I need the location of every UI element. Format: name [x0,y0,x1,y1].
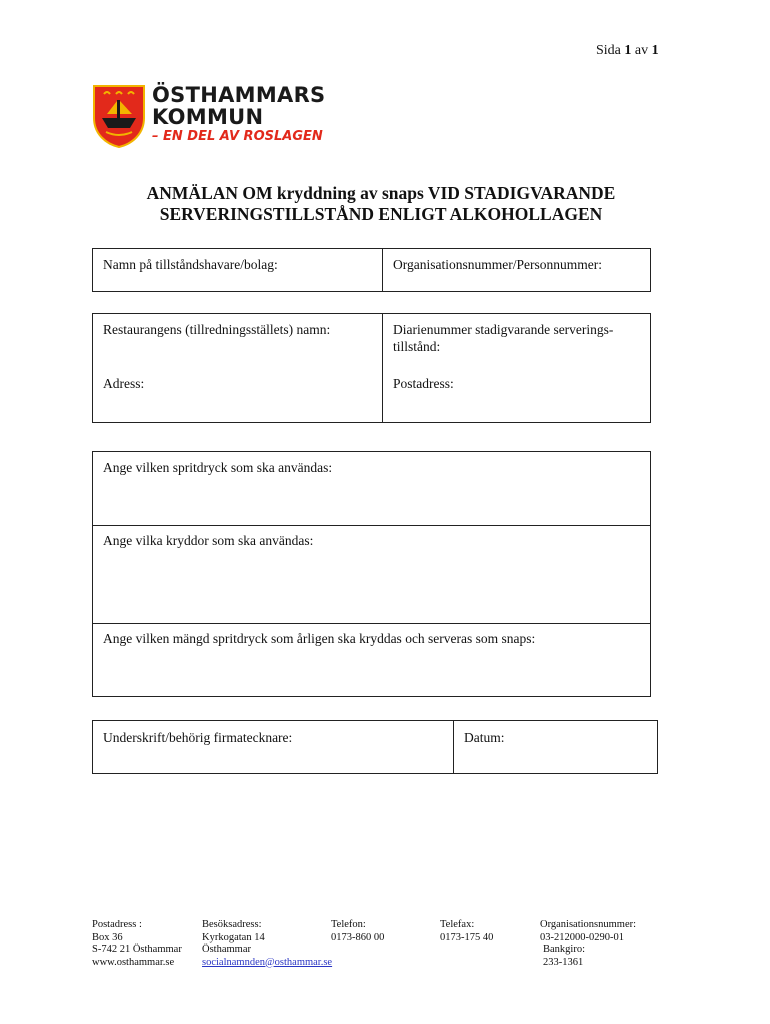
footer-bankgiro-number: 233-1361 [543,956,584,968]
footer-fax-heading: Telefax: [440,919,475,930]
logo-line-2: KOMMUN [152,105,264,129]
logo-tagline: – EN DEL AV ROSLAGEN [152,129,323,144]
title-line-1: ANMÄLAN OM kryddning av snaps VID STADIGVARANDE [146,183,616,203]
quantity-field[interactable] [93,624,650,696]
restaurant-box [92,313,651,423]
restaurant-name-field[interactable] [93,314,383,369]
footer-fax [440,919,493,944]
footer-postal [92,919,182,969]
footer-postal-heading: Postadress : [92,919,142,930]
page-separator: av [634,43,649,58]
footer-bankgiro-heading: Bankgiro: [543,944,585,955]
page-prefix: Sida [596,43,621,58]
holder-name-label: Namn på tillståndshavare/bolag: [103,257,278,272]
footer-phone-heading: Telefon: [331,919,366,930]
date-field[interactable] [454,721,657,773]
page-total: 1 [651,43,659,58]
coat-of-arms-icon [92,84,146,148]
spirit-label: Ange vilken spritdryck som ska användas: [103,460,333,475]
page-current: 1 [624,43,632,58]
page-number [596,43,659,59]
footer-org [540,919,636,969]
footer-phone [331,919,384,944]
spices-label: Ange vilka kryddor som ska användas: [103,533,314,548]
footer-email-link[interactable]: socialnamnden@osthammar.se [202,956,333,968]
footer-website[interactable]: www.osthammar.se [92,956,175,968]
footer-visit-heading: Besöksadress: [202,919,262,930]
footer-postal-city: S-742 21 Östhammar [92,944,182,955]
diary-number-label-2: tillstånd: [393,339,441,354]
footer-visit [202,919,332,969]
postal-address-label: Postadress: [393,376,454,391]
org-number-label: Organisationsnummer/Personnummer: [393,257,602,272]
org-number-field[interactable] [383,249,650,291]
footer-postal-box: Box 36 [92,931,123,943]
footer-visit-city: Östhammar [202,944,251,955]
postal-address-field[interactable] [383,369,650,422]
footer-visit-street: Kyrkogatan 14 [202,931,265,943]
document-title [92,183,670,225]
diary-number-label-1: Diarienummer stadigvarande serverings- [393,322,614,337]
footer-fax-number: 0173-175 40 [440,931,494,943]
holder-name-field[interactable] [93,249,383,291]
restaurant-name-label: Restaurangens (tillredningsställets) namn: [103,322,331,337]
product-box [92,451,651,697]
date-label: Datum: [464,730,505,745]
footer-phone-number: 0173-860 00 [331,931,385,943]
address-field[interactable] [93,369,383,422]
logo-line-1: ÖSTHAMMARS [152,83,326,107]
municipality-logo [92,83,326,148]
spices-field[interactable] [93,526,650,623]
footer-org-number: 03-212000-0290-01 [540,931,624,943]
spirit-field[interactable] [93,452,650,525]
diary-number-field[interactable] [383,314,650,369]
title-line-2: SERVERINGSTILLSTÅND ENLIGT ALKOHOLLAGEN [159,204,603,224]
signature-box [92,720,658,774]
holder-box [92,248,651,292]
signature-field[interactable] [93,721,454,773]
signature-label: Underskrift/behörig firmatecknare: [103,730,293,745]
footer-org-heading: Organisationsnummer: [540,919,637,930]
quantity-label: Ange vilken mängd spritdryck som årligen ska kryddas och serveras som snaps: [103,631,536,646]
address-label: Adress: [103,376,145,391]
